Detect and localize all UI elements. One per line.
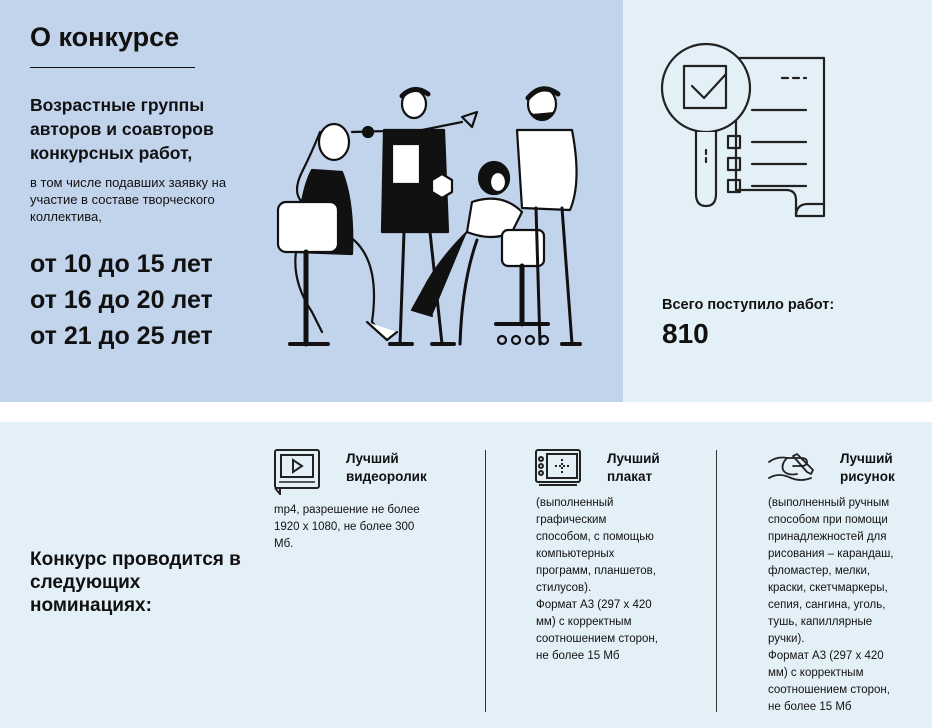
document-magnifier-illustration: [656, 40, 836, 230]
hand-pencil-icon: [767, 448, 815, 482]
drawing-tablet-icon: [535, 449, 581, 489]
page-title: О конкурсе: [30, 22, 180, 52]
nomination-desc-video: mp4, разрешение не более 1920 х 1080, не более 300 Мб.: [274, 504, 420, 550]
nomination-name-video: Лучший видеоролик: [346, 451, 427, 484]
total-works-label: Всего поступило работ:: [662, 297, 835, 313]
age-groups-note: в том числе подавших заявку на участие в составе творческого коллектива,: [30, 175, 227, 224]
team-illustration: [272, 82, 592, 354]
column-divider: [485, 450, 486, 712]
nomination-desc-poster: (выполненный графическим способом, с помощью компьютерных программ, планшетов, стилусов). Формат А3 (297 х 420 мм) с корректным соотношением сторон, не более 15 Мб: [536, 497, 658, 662]
age-range-item: от 16 до 20 лет: [30, 286, 213, 314]
nominations-title: Конкурс проводится в следующих номинациях:: [30, 549, 241, 616]
title-underline: [30, 67, 195, 68]
total-works-value: 810: [662, 318, 709, 349]
column-divider: [716, 450, 717, 712]
age-range-item: от 21 до 25 лет: [30, 322, 213, 350]
nomination-desc-drawing: (выполненный ручным способом при помощи принадлежностей для рисования – карандаш, фломастер, мелки, краски, скетчмаркеры, сепия, сангина, уголь, тушь, капиллярные ручки). Формат А3 (297 х 420 мм) с корректным соотношением сторон, не более 15 Мб: [768, 497, 894, 713]
age-range-item: от 10 до 15 лет: [30, 250, 213, 278]
video-player-icon: [274, 449, 320, 495]
nomination-name-poster: Лучший плакат: [607, 451, 660, 484]
age-groups-heading: Возрастные группы авторов и соавторов конкурсных работ,: [30, 95, 214, 163]
nomination-name-drawing: Лучший рисунок: [840, 451, 895, 484]
age-range-list: [30, 246, 213, 354]
